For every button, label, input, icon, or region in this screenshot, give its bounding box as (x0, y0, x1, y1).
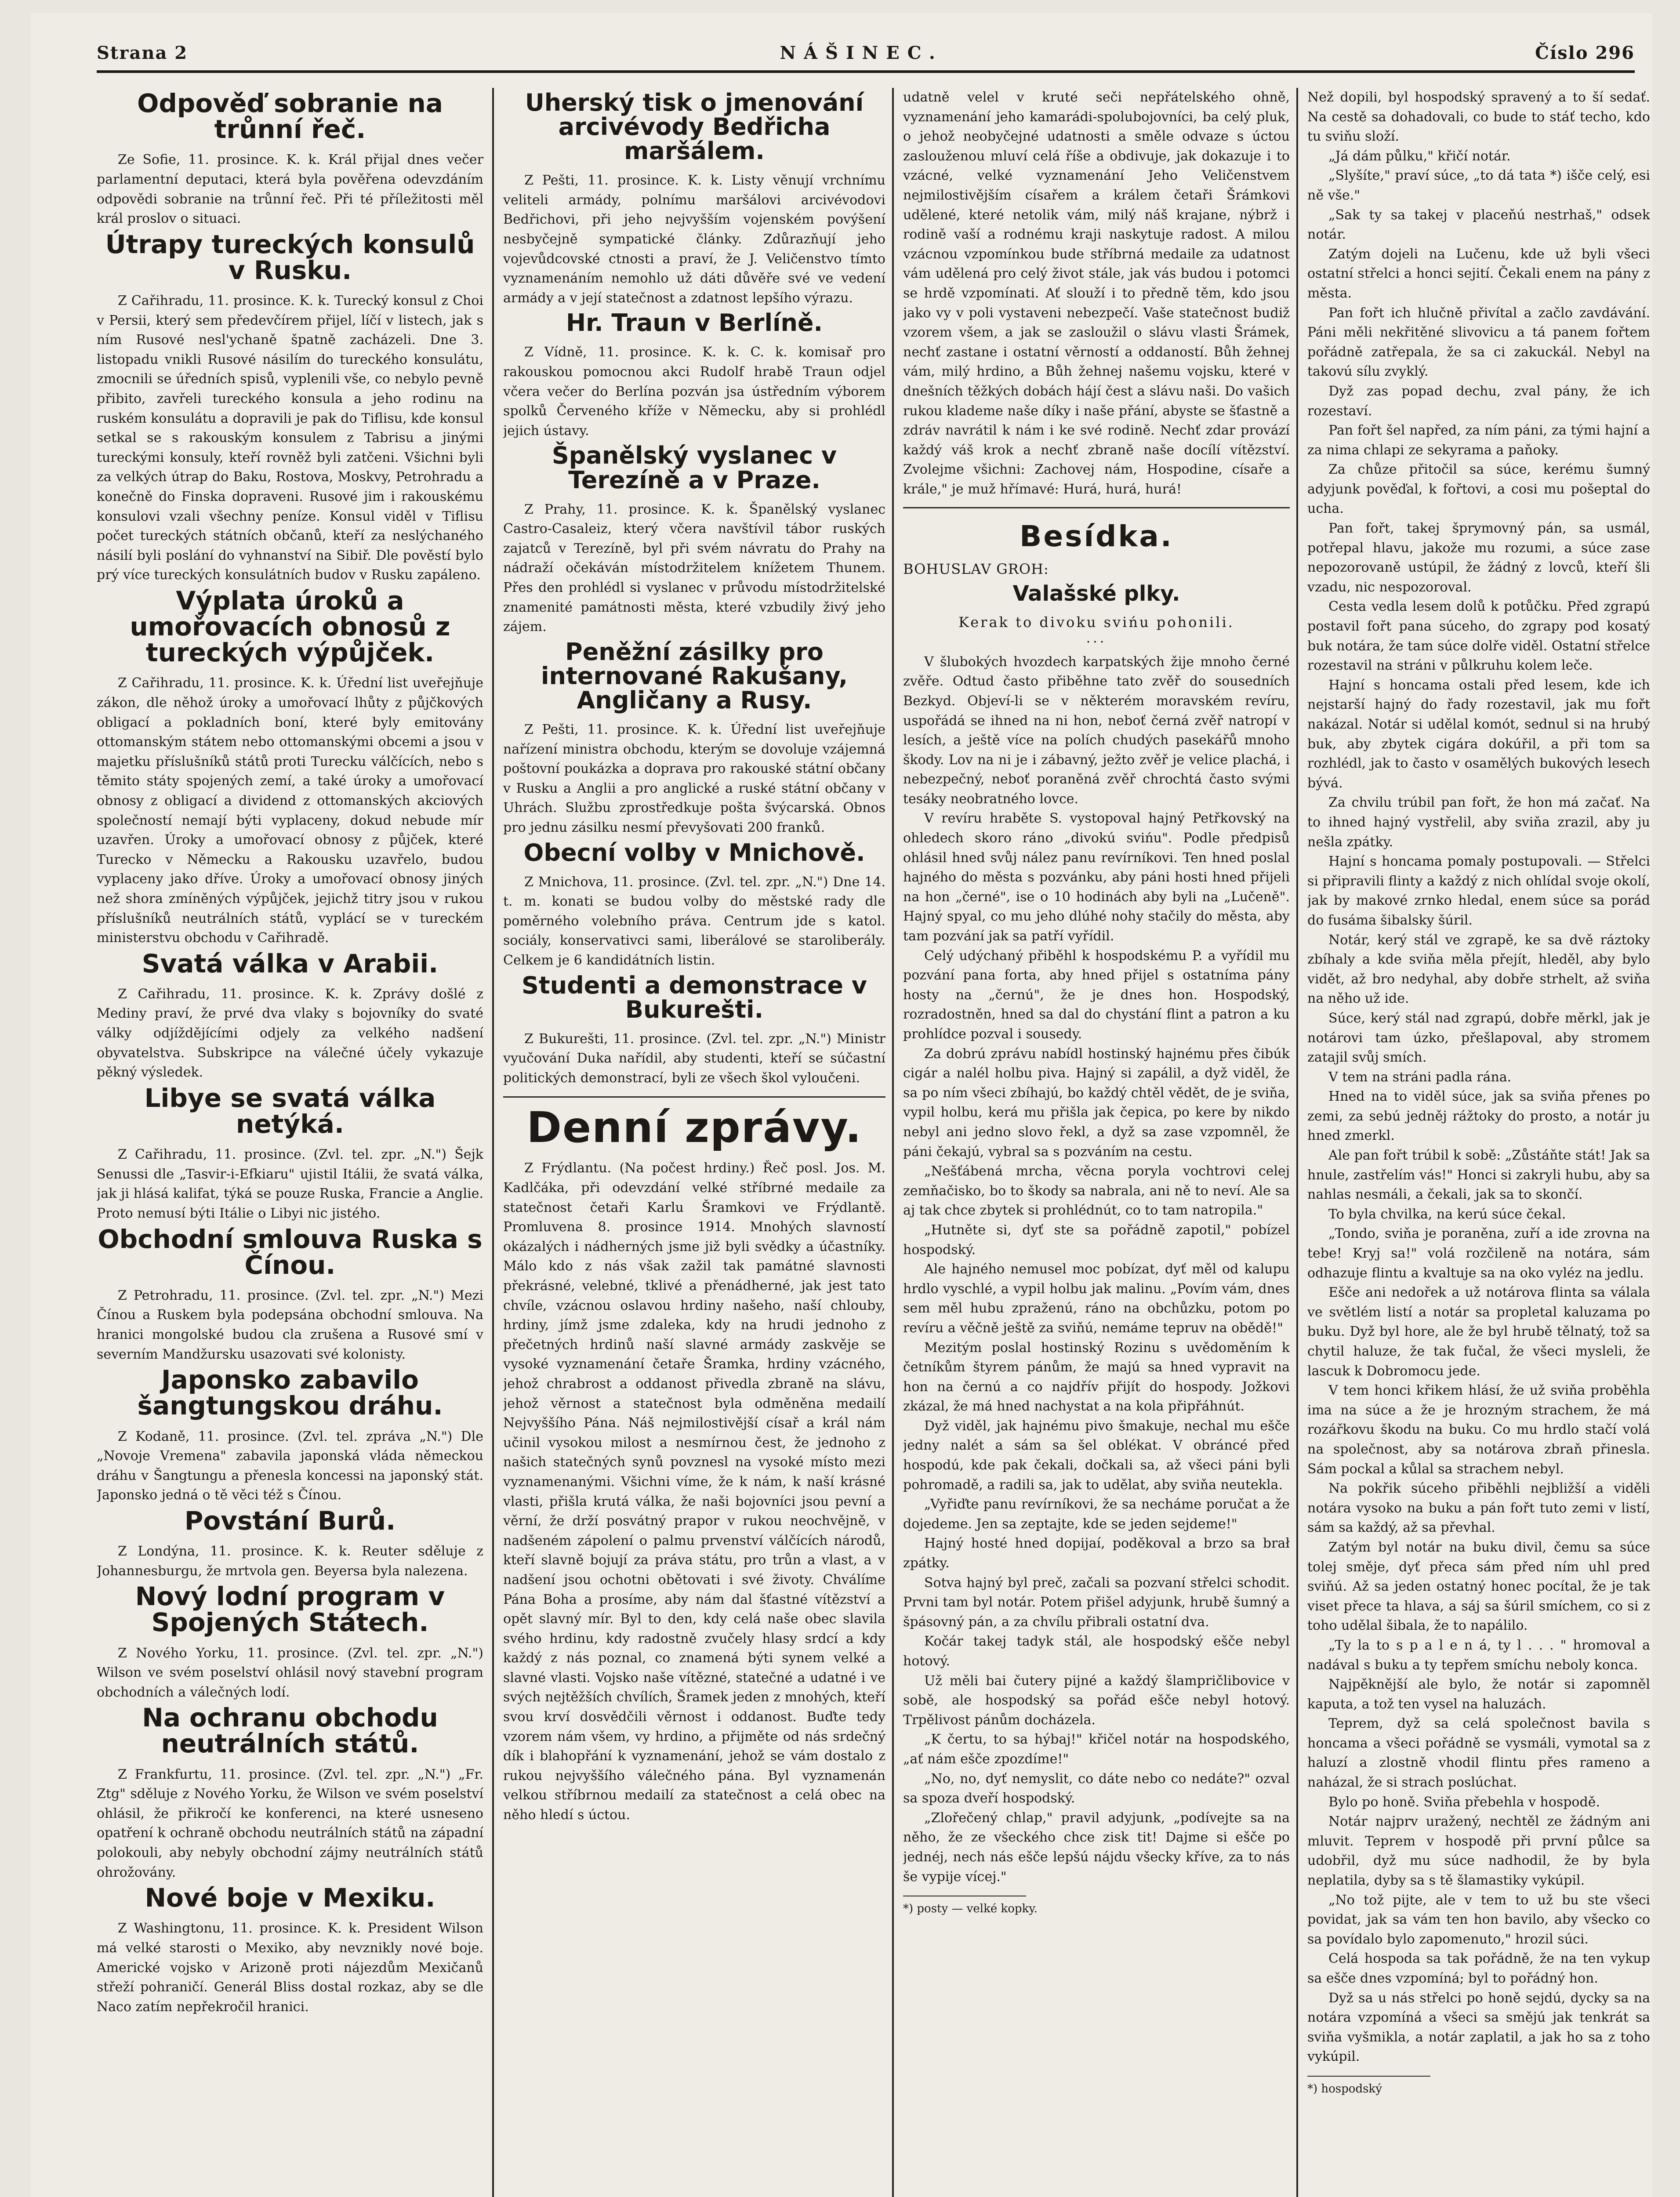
masthead (97, 35, 1635, 73)
headline: Povstání Burů. (184, 1505, 396, 1536)
section-rule (903, 507, 1290, 508)
story-text: Celá hospoda sa tak pořádně, že na ten vykup sa ešče dnes vzpomíná; byl to pořádný hon. (1307, 1951, 1650, 1986)
headline: Nové boje v Mexiku. (145, 1883, 435, 1913)
story-text: Cesta vedla lesem dolů k potůčku. Před zgrapú postavil fořt pana súceho, do zgrapy pod kosatý buk notára, že tam súce dolře viděl. Ostatní střelce rozestavil na stráni v půlkruhu kolem leče. (1307, 599, 1650, 674)
headline: Uherský tisk o jmenování arcivévody Bedřicha maršálem. (525, 89, 864, 165)
article-text: Z Cařihradu, 11. prosince. K. k. Turecký konsul z Choi v Persii, který sem předevčírem přijel, líčí v listech, jak s ním Rusové nesl'ychaně špatně zacházeli. Dne 3. listopadu vnikli Rusové násilím do tureckého konsulátu, zmocnili se úředních spisů, vyplenili vše, co nebylo pevně přibito, zavřeli tureckého konsula a jeho rodinu na ruském konsulátu a dopravili je pak do Tiflisu, kde konsul setkal se s rakouským konsulem z Tabrisu a jinými tureckými konsuly, kteří rovněž byli zatčeni. Všichni byli za velkých útrap do Baku, Rostova, Moskvy, Petrohradu a konečně do Finska dopraveni. Rusové jim i rakouskému konsulovi vzali všechny peníze. Konsul viděl v Tiflisu počet tureckých státních občanů, kteří za neslýchaného násilí byli poslání do vyhnanství na Sibiř. Dle pověstí bylo prý více tureckých konsulátních budov v Rusku zapáleno. (97, 293, 483, 583)
footnote-rule (1307, 2076, 1430, 2077)
story-text: Teprem, dyž sa celá společnost bavila s honcama a všeci pořádně se vysmáli, vymotal sa z haluzí a zlostně vhodil flintu přes rameno a naházal, že si strach poslúchat. (1307, 1716, 1650, 1791)
headline: Hr. Traun v Berlíně. (566, 309, 823, 337)
article-text: Z Cařihradu, 11. prosince. K. k. Zprávy došlé z Mediny praví, že prvé dva vlaky s bojovníky do svaté války odjíždějícími odjely za velkého nadšení obyvatelstva. Subskripce na válečné účely vykazuje pěkný výsledek. (97, 986, 483, 1080)
newspaper-page (31, 13, 1652, 2197)
story-text: „Slyšíte," praví súce, „to dá tata *) išče celý, esi ně vše." (1307, 168, 1650, 203)
column-1 (97, 88, 483, 2197)
story-text: „No, no, dyť nemyslit, co dáte nebo co nedáte?" ozval sa spoza dveří hospodský. (903, 1771, 1290, 1806)
story-text: Zatým dojeli na Lučenu, kde už byli všeci ostatní střelci a honci sejití. Čekali enem na pány z města. (1307, 246, 1650, 301)
story-text: Pan fořt, takej šprymovný pán, sa usmál, potřepal hlavu, jakože mu rozumi, a súce zase nepozorovaně ustúpil, že žádný z lovců, kteří šli vzadu, nic nespozoroval. (1307, 521, 1650, 595)
story-author: BOHUSLAV GROH: (903, 560, 1049, 577)
story-text: V revíru hraběte S. vystopoval hajný Petřkovský na ohledech skoro ráno „divokú svińu". Podle předpisů ohlásil hned svůj nález panu revírníkovi. Ten hned poslal hajného do města s pozvánku, aby páni hosti hned přijeli na hon „černé", ise o 10 hodinách aby byli na „Lučeně". Hajný spyal, co mu jeho dlúhé nohy stačily do města, aby tam pozvání jak sa patří vyřídil. (903, 811, 1290, 944)
story-text: „Já dám půlku," křičí notár. (1328, 148, 1511, 164)
story-text: Najpěknější ale bylo, že notár si zapomněl kaputa, a tož ten vysel na haluzách. (1307, 1677, 1650, 1712)
article-text: Z Frýdlantu. (Na počest hrdiny.) Řeč posl. Jos. M. Kadlčáka, při odevzdání velké stříbrné medaile za statečnost četaři Karlu Šramkovi ve Frýdlantě. Promluvena 8. prosince 1914. Mnohých slavností okázalých i nádherných jsme již byli svědky a účastníky. Málo kdo z nás však zažil tak památné slavnosti překrásné, velebné, tklivé a přenádherné, jak jest tato chvíle, vzácnou oslavou hrdiny našeho, naší chlouby, hrdiny, jímž jsme zdaleka, kdy na hrudi jednoho z přečetných hrdinů naší slavné armády zaskvěje se vysoké vyznamenání četaře Šramka, hrdiny vzácného, jehož chrabrost a oddanost přivedla zbraně na slávu, jehož věrnost a statečnost byla odměněna medailí Nejvyššího Pána. Náš nejmilostivější císař a král nám učinil vysokou milost a nesmírnou čest, že jednoho z našich statečných synů povznesl na vysoké místo mezi vyznamenanými. Všichni víme, že k nám, k naší krásné vlasti, přišla krutá válka, že naši bojovníci jsou pevní a věrní, že drží posvátný prapor v rukou neochvějně, v nadšeném zápolení o palmu prvenství válčících národů, kteří slavně bojují za práva státu, pro trůn a vlast, a v nadšení jsou ochotni obětovati i své životy. Chválíme Pána Boha a prosíme, aby nám dal šťastné vítězství a opět slavný mír. Byl to den, kdy celá naše obec slavila svého hrdinu, kdy radostně zvučely hlasy srdcí a kdy každý z nás poznal, co znamená býti synem velké a slavné vlasti. Vojsko naše vítězné, statečné a udatné i ve svých nejtěžších chvílích, Šramek jeden z mnohých, kteří svou krví dosvědčili věrnost i oddanost. Buďte tedy vzorem nám všem, vy hrdino, a přijměte od nás srdečný dík i blahopřání k vyznamenání, jehož se vám dostalo z rukou nejvyššího válečného pána. Byl vyznamenán velkou stříbrnou medailí za statečnost a celá obec na něho hledí s úctou. (503, 1160, 885, 1823)
story-text: Na pokřik súceho přiběhli nejbližší a viděli notára vysoko na buku a pán fořt tuto zemi v listí, sám sa každý, až sa převhal. (1307, 1481, 1650, 1536)
article-text: Z Prahy, 11. prosince. K. k. Španělský vyslanec Castro-Casaleiz, který včera navštívil tábor ruských zajatců v Terezíně, byl při svém návratu do Prahy na nádraží očekáván místodržitelem knížetem Thunem. Přes den prohlédl si vyslanec v průvodu místodržitelské znamenité památnosti města, které vzbudily živý jeho zájem. (503, 501, 885, 635)
story-text: „Vyřiďte panu revírníkovi, že sa necháme poručat a že dojedeme. Jen sa zeptajte, kde se jeden sejdeme!" (903, 1497, 1290, 1532)
story-text: Notár najprv uražený, nechtěl ze žádným ani mluvit. Teprem v hospodě při první půlce sa udobřil, dyž mu súce nadhodil, že by byla neplatila, dyby sa s tě šlamastiky vykúpil. (1307, 1814, 1650, 1889)
story-text: Ale pan fořt trúbil k sobě: „Zůstáňte stát! Jak sa hnule, zastřelím vás!" Honci si zakryli hubu, aby sa nahlas nesmáli, a čekali, jak sa to skončí. (1307, 1148, 1650, 1203)
column-4 (1307, 88, 1650, 2197)
article-text: Z Frankfurtu, 11. prosince. (Zvl. tel. zpr. „N.") „Fr. Ztg" sděluje z Nového Yorku, že Wilson ve svém poselství ohlásil, že přikročí ke konferenci, na které usneseno opatření k ochraně obchodu neutrálních států na západní polokouli, aby nebyly obchodní zájmy neutrálních států ohrožovány. (97, 1766, 483, 1880)
story-text: Celý udýchaný přiběhl k hospodskému P. a vyřídil mu pozvání pana forta, aby hned přijel s ostatníma pány hosty na „černú", že je dnes hon. Hospodský, rozradostněn, hned sa dal do chystání flint a patron a ku prohlídce pozval i sousedy. (903, 948, 1290, 1042)
story-text: Dyž viděl, jak hajnému pivo šmakuje, nechal mu ešče jedny nalét a sám sa šel oblékat. V obráncé před hospodú, kde pak čekali, dočkali sa, až všeci páni byli pohromadě, a radili sa, jak to udělat, aby sviňa neutekla. (903, 1418, 1290, 1493)
story-title: Valašské plky. (1012, 581, 1180, 606)
story-text: „Tondo, sviňa je poraněna, zuří a ide zrovna na tebe! Kryj sa!" volá rozčileně na notára, sám odhazuje flintu a kvaltuje sa na oko vyléz na jedlu. (1307, 1226, 1650, 1281)
story-text: Hajní s honcama pomaly postupovali. — Střelci si připravili flinty a každý z nich ohlídal svoje okolí, jak by makové zrnko hledal, enem súce sa porád do fusáma šibalsky šúril. (1307, 854, 1650, 928)
story-text: Súce, kerý stál nad zgrapú, dobře měrkl, jak je notárovi tam úzko, přešlapoval, aby stromem zatajil svůj smích. (1307, 1010, 1650, 1066)
story-text: Než dopili, byl hospodský spravený a to ší sedať. Na cestě sa dohadovali, co bude to stáť techo, kdo tu sviňu složí. (1307, 90, 1650, 145)
story-text: Hned na to viděl súce, jak sa sviňa přenes po zemi, za sebú jedněj rážtoky do prosto, a notár ju hned zmerkl. (1307, 1089, 1650, 1144)
story-text: „Ty la to s p a l e n á, ty l . . . " hromoval a nadával s buku a ty tepřem smíchu neboly konca. (1307, 1637, 1650, 1673)
story-text: Hajný hosté hned dopijaí, poděkoval a brzo sa brał zpátky. (903, 1536, 1290, 1571)
article-text: Z Cařihradu, 11. prosince. (Zvl. tel. zpr. „N.") Šejk Senussi dle „Tasvir-i-Efkiaru" ujistil Itálii, že svatá válka, jak ji hlásá kalifat, týká se pouze Ruska, Francie a Anglie. Proto nemusí býti Itálie o Libyi nic jistého. (97, 1147, 483, 1221)
story-subtitle: Kerak to divoku svińu pohonili. (958, 613, 1234, 631)
article-text: Z Petrohradu, 11. prosince. (Zvl. tel. zpr. „N.") Mezi Čínou a Ruskem byla podepsána obchodní smlouva. Na hranici mongolské budou cla zrušena a Rusové smí v severním Mandžursku usazovati své kolonisty. (97, 1287, 483, 1362)
issue-number: Číslo 296 (1535, 42, 1635, 63)
headline: Na ochranu obchodu neutrálních států. (142, 1703, 438, 1759)
story-text: Za chůze přitočil sa súce, kerému šumný adyjunk pověďal, k fořtovi, a cosi mu pošeptal do ucha. (1307, 462, 1650, 517)
story-text: Bylo po honě. Sviňa přebehla v hospodě. (1328, 1794, 1600, 1810)
section-rule (503, 1096, 885, 1098)
story-text: „K čertu, to sa hýbaj!" křičel notár na hospodského, „ať nám ešče zpozdíme!" (903, 1732, 1290, 1767)
ornament: ··· (1086, 634, 1107, 650)
headline: Nový lodní program v Spojených Státech. (135, 1581, 445, 1638)
article-text: Z Cařihradu, 11. prosince. K. k. Úřední list uveřejňuje zákon, dle něhož úroky a umořovací lhůty z půjčkových obligací a pokladních boní, které byly emitovány ottomanským státem nebo ottomanskými obcemi a jsou v majetku příslušníků států proti Turecku válčících, nebo s těmito státy spojených zemí, a také úroky a umořovací obnosy z obligací a dividend z ottomanských akciových společností nemají býti vyplaceny, dokud nebude mír uzavřen. Úroky a umořovací obnosy z půjček, které Turecko v Německu a Rakousku uzavřelo, budou vyplaceny jako dříve. Úroky a umořovací obnosy jiných než shora zmíněných výpůjček, jejichž titry jsou v rukou příslušníků neutrálních států, vyplácí se v tureckém ministerstvu obchodu v Cařihradě. (97, 675, 483, 946)
article-text: Z Mnichova, 11. prosince. (Zvl. tel. zpr. „N.") Dne 14. t. m. konati se budou volby do městské rady dle poměrného volebního práva. Centrum jde s katol. sociály, konservativci sami, liberálové se staroliberály. Celkem je 6 kandidátních listin. (503, 874, 885, 968)
headline: Výplata úroků a umořovacích obnosů z tureckých výpůjček. (130, 585, 450, 668)
story-text: Sotva hajný byl preč, začali sa pozvaní střelci schodit. Prvni tam byl notár. Potem přišel adyjunk, hrubě šumný a špásovný pán, a za chvílu přibrali ostatní dva. (903, 1575, 1290, 1630)
headline: Obchodní smlouva Ruska s Čínou. (98, 1224, 483, 1280)
story-text: „Nešťábená mrcha, věcna poryla vochtrovi celej zemňačisko, bo to škody sa nabrala, ani ně to neví. Ale sa aj tak chce zbytek si prohlédnút, co to tam natropila." (903, 1164, 1290, 1218)
article-text: Z Pešti, 11. prosince. K. k. Úřední list uveřejňuje nařízení ministra obchodu, kterým se dovoluje vzájemná poštovní poukázka a doprava pro rakouské státní občany v Rusku a Anglii a pro anglické a ruské státní občany v Uhrách. Službu zprostředkuje pošta švýcarská. Obnos pro jednu zásilku nesmí převyšovati 200 franků. (503, 721, 885, 835)
story-text: Zatým byl notár na buku divil, čemu sa súce tolej směje, dyť přeca sám před ním uhl pred sviňú. Až sa jeden ostatný honec pocítal, že je tak viset přece ta hlava, a sáj sa šúril smíchem, co si z toho udělal šibala, že to napálilo. (1307, 1539, 1650, 1634)
article-text: Z Londýna, 11. prosince. K. k. Reuter sděluje z Johannesburgu, že mrtvola gen. Beyersa byla nalezena. (97, 1544, 483, 1579)
article-text: udatně velel v kruté seči nepřátelského ohně, vyznamenání jeho kamarádi-spolubojovníci, ba celý pluk, o jehož neobyčejné udatnosti a směle odvaze s úctou zaslouženou mluví celá říše a obdivuje, jak dokazuje i to vzácné, velké vyznamenání Jeho Veličenstvem nejmilostivějším císařem a králem četaři Šrámkovi udělené, které netolik vám, milý náš krajane, nýbrž i rodině vaší a rodnému kraji naskytuje radost. A milou vzácnou vzpomínkou bude stříbrná medaile za udatnost vám udělená pro celý život stále, jak vás budou i potomci se hrdě vzpomínati. Ať slouží i to předně těm, kdo jsou jako vy v poli vystaveni nebezpečí. Vaše statečnost budiž vzorem všem, a jak se zasloužil o slávu vlasti Šrámek, nechť zastane i ostatní věrností a oddaností. Bůh žehnej vám, milý hrdino, a Bůh žehnej našemu vojsku, které v dnešních těžkých dobách hájí čest a slávu naši. Do vašich rukou klademe naše díky i naše přání, abyste se šťastně a zdráv navrátil k nám i ke své rodině. Nechť zdar provází každý váš krok a nechť zbraně naše docílí vítězství. Zvolejme všichni: Zachovej nám, Hospodine, císaře a krále," je muž hřímavé: Hurá, hurá, hurá! (903, 90, 1290, 497)
headline: Svatá válka v Arabii. (142, 948, 439, 979)
newspaper-title: NÁŠINEC. (780, 42, 943, 63)
headline: Útrapy tureckých konsulů v Rusku. (105, 229, 475, 285)
story-text: Za chvilu trúbil pan fořt, že hon má začať. Na to ihned hajný vystřelil, aby sviňa zrazil, aby ju nešla zpátky. (1307, 795, 1650, 850)
headline: Libye se svatá válka netýká. (144, 1083, 436, 1139)
section-title-besidka: Besídka. (1020, 519, 1173, 554)
column-3 (903, 88, 1290, 2197)
story-text: Už měli bai čutery pijné a každý šlampričlibovice v sobě, ale hospodský sa pořád ešče nebyl hotový. Trpělivost pánům docházela. (903, 1673, 1290, 1728)
article-text: Z Pešti, 11. prosince. K. k. Listy věnují vrchnímu veliteli armády, polnímu maršálovi arcivévodovi Bedřichovi, při jeho nejvyšším vojenském povýšení nesbyčejně sympatické články. Zdůrazňují jeho vojevůdcovské ctnosti a praví, že J. Veličenstvo tímto vyznamenáním nemohlo už dáti důvěře své ve vedení armády a v její statečnost a zdatnost lepšího výrazu. (503, 173, 885, 306)
story-text: Dyž sa u nás střelci po honě sejdú, dycky sa na notára vzpomíná a všeci sa smějú jak tenkrát sa sviňa vyšmikla, a notár zaplatil, a jak ho sa z toho vykúpil. (1307, 1990, 1650, 2065)
column-divider (1296, 88, 1298, 2197)
headline: Studenti a demonstrace v Bukurešti. (522, 971, 867, 1023)
column-2 (503, 88, 885, 2197)
article-text: Ze Sofie, 11. prosince. K. k. Král přijal dnes večer parlamentní deputaci, která byla pověřena odevzdáním odpovědi sobranie na trůnní řeč. Při té příležitosti měl král proslov o situaci. (97, 152, 483, 227)
story-text: Kočár takej tadyk stál, ale hospodský ešče nebyl hotový. (903, 1634, 1290, 1669)
story-text: V tem honci křikem hlásí, že už sviňa proběhla ima na súce a že je hrozným strachem, že má rozářkovu škodu na buku. Co mu hrdlo stačí volá na společnost, aby sa notárova zbraň přinesla. Sám pockal a kůlal sa strachem nebyl. (1307, 1383, 1650, 1477)
story-text: Dyž zas popad dechu, zval pány, že ich rozestaví. (1307, 383, 1650, 419)
column-divider (492, 88, 494, 2197)
page-number: Strana 2 (97, 42, 188, 63)
article-text: Z Kodaně, 11. prosince. (Zvl. tel. zpráva „N.") Dle „Novoje Vremena" zabavila japonská vláda německou dráhu v Šangtungu a přenesla koncessi na japonský stát. Japonsko jedná o tě věci též s Čínou. (97, 1428, 483, 1503)
story-text: „No tož pijte, ale v tem to už bu ste všeci povidat, jak sa vám ten hon bavilo, aby všecko co sa povídalo bylo zapomenuto," hrozil súci. (1307, 1892, 1650, 1947)
headline: Odpověď sobranie na trůnní řeč. (137, 88, 443, 145)
story-text: „Sak ty sa takej v placeňú nestrhaš," odsek notár. (1307, 207, 1650, 243)
section-title-denni-zpravy: Denní zprávy. (526, 1102, 862, 1152)
headline: Obecní volby v Mnichově. (523, 838, 865, 866)
story-text: „Hutněte si, dyť ste sa pořádně zapotil," pobízel hospodský. (903, 1222, 1290, 1258)
story-text: Pan fořt ich hlučně přivítal a začlo zavdávání. Páni měli nekřitěné slivovicu a tá panem fořtem pořádně zatřepala, že sa ci zakuckál. Nebyl na takovú sílu zvyklý. (1307, 305, 1650, 380)
story-text: Ale hajného nemusel moc pobízat, dyť měl od kalupu hrdlo vyschlé, a vypil holbu jak malinu. „Povím vám, dnes sem měl hubu zpraženú, ráno na obchůzku, potom po revíru a věčně ještě za sviňú, nemáme tepruv na obědě!" (903, 1262, 1290, 1336)
footnote: *) hospodský (1307, 2082, 1382, 2095)
story-text: „Zlořečený chlap," pravil adyjunk, „podívejte sa na něho, že ze všeckého chce zisk tit! Dajme si ešče po jednéj, nech nás ešče lepšú nájdu všecky kříve, za to nás še vypije vícej." (903, 1810, 1290, 1885)
story-text: Notár, kerý stál ve zgrapě, ke sa dvě ráztoky zbíhaly a kde sviňa měla přejít, hleděl, aby bylo vidět, až bro nedyhal, aby dobře strhelt, až sviňa na něho už ide. (1307, 932, 1650, 1007)
headline: Španělský vyslanec v Terezíně a v Praze. (552, 442, 837, 494)
story-text: Pan fořt šel napřed, za ním páni, za tými hajní a za nima chlapi ze sekyrama a paňoky. (1307, 423, 1650, 458)
headline: Japonsko zabavilo šangtungskou dráhu. (137, 1365, 443, 1421)
article-text: Z Vídně, 11. prosince. K. k. C. k. komisař pro rakouskou pomocnou akci Rudolf hrabě Traun odjel včera večer do Berlína pozván jsa ústředním výborem spolků Červeného kříže v Německu, aby si prohlédl jejich ústavy. (503, 344, 885, 439)
story-text: Za dobrú zprávu nabídl hostinský hajnému přes čibúk cigár a nalél holbu piva. Hajný si zapálil, a dyž viděl, že sa po ním všeci zbíhajú, bo každý chtěl vědět, de je sviňa, vypil holbu, kerá mu přišla jak čepica, po kere by nikdo nebyl ani jedno slovo řekl, a dyž sa zase vzpomněl, že páni čekajú, vybral sa s pozváním na cestu. (903, 1046, 1290, 1160)
article-text: Z Washingtonu, 11. prosince. K. k. President Wilson má velké starosti o Mexiko, aby nevznikly nové boje. Americké vojsko v Arizoně proti nájezdům Mexičanů střeží pohraničí. Generál Bliss dostal rozkaz, aby se dle Naco zatím nepřekročil hranici. (97, 1921, 483, 2015)
headline: Peněžní zásilky pro internované Rakušany, Angličany a Rusy. (541, 638, 848, 714)
story-text: V tem na stráni padla rána. (1328, 1069, 1512, 1085)
story-text: Ešče ani nedořek a už notárova flinta sa válala ve světlém listí a notár sa propletal kaluzama po buku. Dyž byl hore, ale že byl hrubě tělnatý, tož sa chytil haluze, že tak fučal, že všeci mysleli, že lascuk k Dobromocu jede. (1307, 1285, 1650, 1379)
footnote: *) posty — velké kopky. (903, 1902, 1038, 1916)
story-text: To byla chvilka, na kerú súce čekal. (1328, 1206, 1566, 1222)
article-text: Z Nového Yorku, 11. prosince. (Zvl. tel. zpr. „N.") Wilson ve svém poselství ohlásil nový stavební program obchodních a válečných lodí. (97, 1645, 483, 1700)
article-text: Z Bukurešti, 11. prosince. (Zvl. tel. zpr. „N.") Ministr vyučování Duka nařídil, aby studenti, kteří se súčastní politických demonstrací, byli ze všech škol vyloučeni. (503, 1031, 885, 1086)
story-text: Mezitým poslal hostinský Rozinu s uvědoměním k četníkům štyrem pánům, že majú sa hned vypravit na hon na černú a co najdřív přijít do hospody. Jožkovi zkázal, že má hned nachystat a na kola připřáhnút. (903, 1340, 1290, 1414)
story-text: Hajní s honcama ostali před lesem, kde ich nejstarší hajný do řady rozestavil, jak mu fořt nakázal. Notár si udělal komót, sednul si na hrubý buk, aby zbytek cigára dokúřil, a při tom sa rozhlédl, jak to často v osamělých bukových lesech bývá. (1307, 677, 1650, 791)
column-divider (892, 88, 894, 2197)
story-text: V šlubokých hvozdech karpatských žije mnoho černé zvěře. Odtud často přiběhne tato zvěř do sousedních Bezkyd. Objeví-li se v některém moravském revíru, uspořádá se ihned na ni hon, neboť černá zvěř natropí v lesích, a ještě více na polích chudých pasekářů mnoho škody. Lov na ni je i zábavný, ježto zvěř je velice plachá, i nebezpečný, neboť poraněná zvěř chrochtá často svými tesáky neobratného lovce. (903, 654, 1290, 807)
